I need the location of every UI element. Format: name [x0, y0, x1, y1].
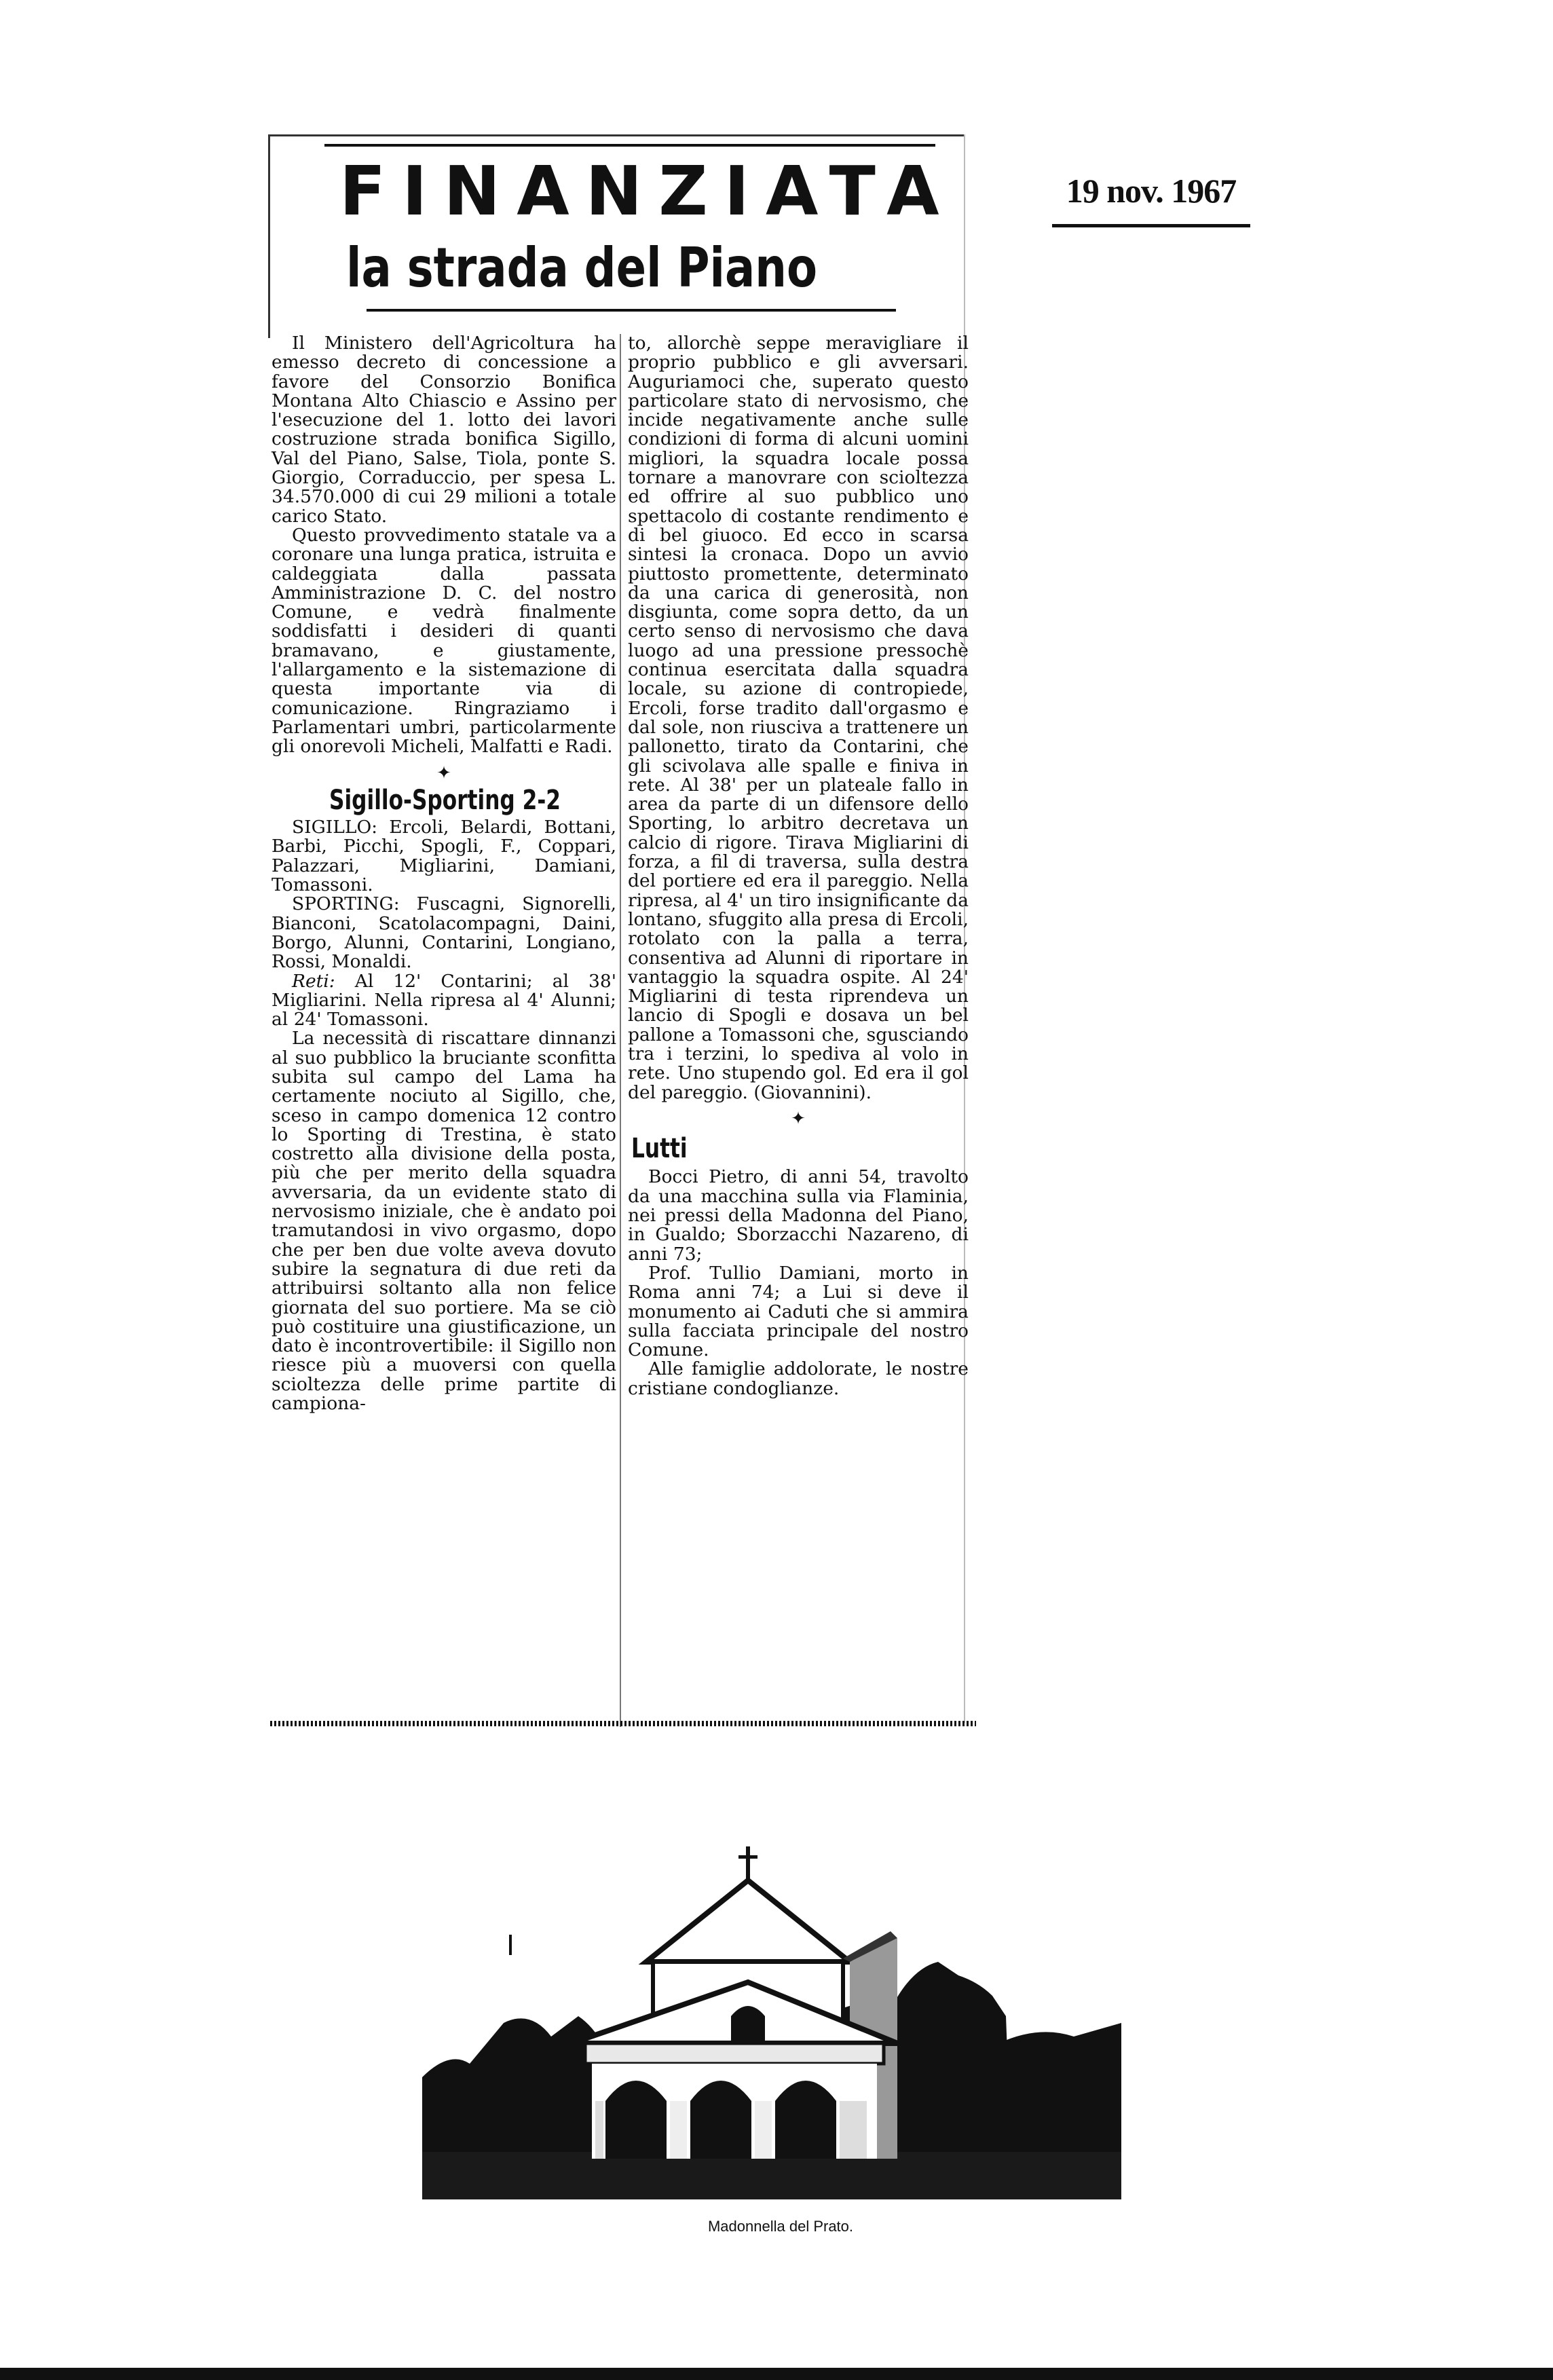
article-paragraph: Il Ministero dell'Agricoltura ha emesso decreto di concessione a favore del Consorzio Bonifica Montana Alto Chiascio e Assino per l'esecuzione del 1. lotto dei lavori costruzione strada bonifica Sigillo, Val del Piano, Salse, Tiola, ponte S. Giorgio, Corraduccio, per spesa L. 34.570.000 di cui 29 milioni a totale carico Stato.	[272, 333, 616, 527]
article-column-left	[272, 334, 616, 1413]
date-underline	[1052, 224, 1250, 227]
subheadline: la strada del Piano	[346, 236, 818, 299]
lutti-paragraph: Prof. Tullio Damiani, morto in Roma anni 74; a Lui si deve il monumento ai Caduti che si ammira sulla facciata principale del nostro Comune.	[628, 1262, 969, 1361]
lineup-sporting	[272, 895, 616, 971]
lineup-sporting-players: Fuscagni, Signorelli, Bianconi, Scatolacompagni, Daini, Borgo, Alunni, Contarini, Longiano, Rossi, Monaldi.	[272, 893, 616, 973]
sport-headline: Sigillo-Sporting 2-2	[329, 784, 561, 816]
goals-text: Al 12' Contarini; al 38' Migliarini. Nella ripresa al 4' Alunni; al 24' Tomassoni.	[272, 970, 616, 1030]
match-report-part2: to, allorchè seppe meravigliare il proprio pubblico e gli avversari. Auguriamoci che, superato questo particolare stato di nervosismo, che incide negativamente anche sulle condizioni di forma di alcuni uomini migliori, la squadra locale possa tornare a manovrare con scioltezza ed offrire al suo pubblico uno spettacolo di costante rendimento e di bel giuoco. Ed ecco in scarsa sintesi la cronaca. Dopo un avvio piuttosto promettente, determinato da una carica di generosità, non disgiunta, come sopra detto, da un certo senso di nervosismo che dava luogo ad una pressione pressochè continua esercitata dalla squadra locale, su azione di contropiede, Ercoli, forse tradito dall'orgasmo e dal sole, non riusciva a trattenere un pallonetto, tirato da Contarini, che gli scivolava alle spalle e finiva in rete. Al 38' per un plateale fallo in area da parte di un difensore dello Sporting, lo arbitro decretava un calcio di rigore. Tirava Migliarini di forza, a fil di traversa, sulla destra del portiere ed era il pareggio. Nella ripresa, al 4' un tiro insignificante da lontano, sfuggito alla presa di Ercoli, rotolato con la palla a terra, consentiva ad Alunni di riportare in vantaggio la squadra ospite. Al 24' Migliarini di testa riprendeva un lancio di Spogli e dosava un bel pallone a Tomassoni che, sgusciando tra i terzini, lo spediva al volo in rete. Uno stupendo gol. Ed era il gol del pareggio. (Giovannini).	[628, 333, 969, 1103]
goals	[272, 972, 616, 1030]
lineup-sigillo	[272, 818, 616, 895]
clipping-bottom-edge	[270, 1721, 976, 1726]
clipping-edge-top	[268, 134, 964, 136]
goals-label: Reti:	[292, 970, 335, 992]
clipping-date: 19 nov. 1967	[1066, 172, 1237, 210]
article-column-right	[628, 334, 969, 1398]
subheadline-rule	[367, 309, 896, 312]
page-bottom-bar	[0, 2368, 1553, 2380]
lineup-sporting-label: SPORTING:	[292, 893, 400, 915]
article-paragraph: Questo provvedimento statale va a coronare una lunga pratica, istruita e caldeggiata dalla passata Amministrazione D. C. del nostro Comune, e vedrà finalmente soddisfatti i desideri di quanti bramavano, e giustamente, l'allargamento e la sistemazione di questa importante via di comunicazione. Ringraziamo i Parlamentari umbri, particolarmente gli onorevoli Micheli, Malfatti e Radi.	[272, 524, 616, 758]
separator-star: ✦	[791, 1108, 806, 1129]
headline: FINANZIATA	[339, 151, 956, 231]
clipping-edge-left	[268, 134, 270, 338]
church-photo	[422, 1792, 1121, 2199]
separator-star: ✦	[436, 762, 451, 783]
headline-top-rule	[324, 144, 935, 147]
photo-caption: Madonnella del Prato.	[707, 2218, 854, 2235]
lutti-paragraph: Alle famiglie addolorate, le nostre cristiane condoglianze.	[628, 1358, 969, 1399]
lutti-headline: Lutti	[631, 1133, 688, 1165]
lutti-paragraph: Bocci Pietro, di anni 54, travolto da una macchina sulla via Flaminia, nei pressi della Madonna del Piano, in Gualdo; Sborzacchi Nazareno, di anni 73;	[628, 1166, 969, 1265]
lineup-sigillo-label: SIGILLO:	[292, 817, 378, 838]
lineup-sigillo-players: Ercoli, Belardi, Bottani, Barbi, Picchi, Spogli, F., Coppari, Palazzari, Migliarini, Damiani, Tomassoni.	[272, 817, 616, 896]
match-report-part1: La necessità di riscattare dinnanzi al suo pubblico la bruciante sconfitta subita sul campo del Lama ha certamente nociuto al Sigillo, che, sceso in campo domenica 12 contro lo Sporting di Trestina, è stato costretto alla divisione della posta, più che per merito della squadra avversaria, da un evidente stato di nervosismo iniziale, che è andato poi tramutandosi in vivo orgasmo, dopo che per ben due volte aveva dovuto subire la segnatura di due reti da attribuirsi soltanto alla non felice giornata del suo portiere. Ma se ciò può costituire una giustificazione, un dato è incontrovertibile: il Sigillo non riesce più a muoversi con quella scioltezza delle prime partite di campiona-	[272, 1028, 616, 1415]
column-separator	[620, 334, 621, 1727]
